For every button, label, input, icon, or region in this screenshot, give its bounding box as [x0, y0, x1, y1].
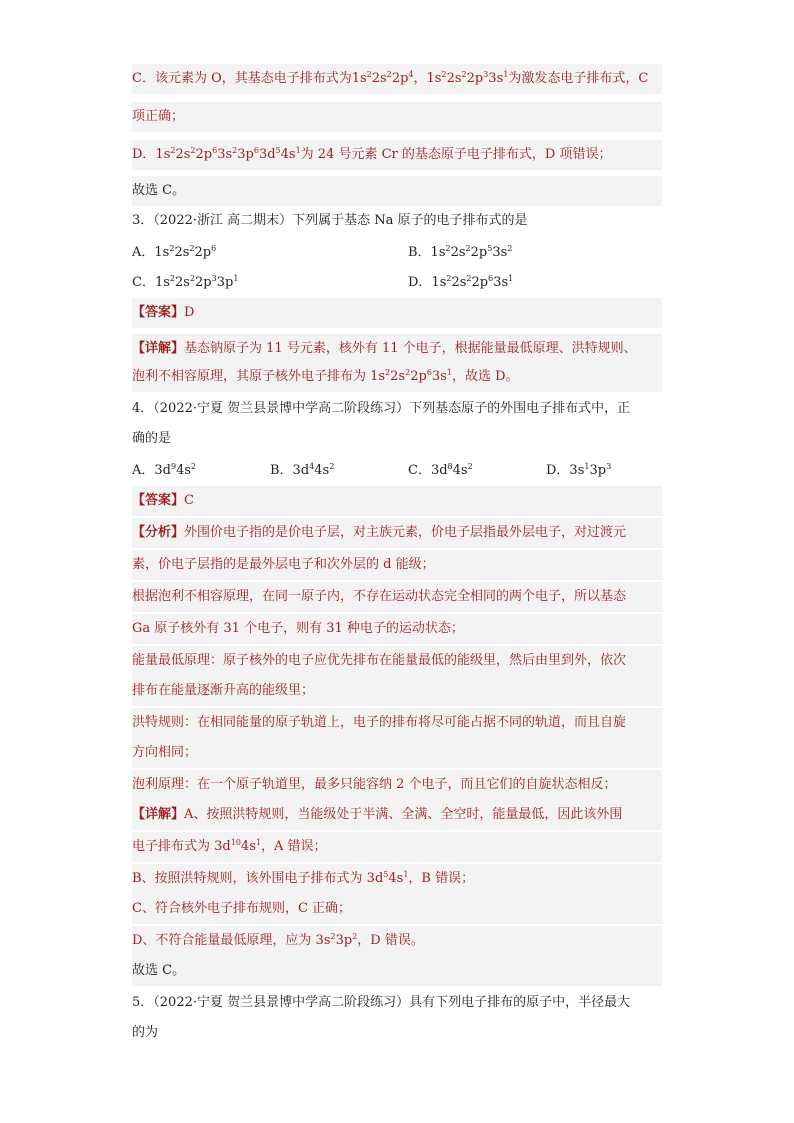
q3-option-d: D．$1s^22s^22p^63s^1$ [408, 274, 514, 290]
q3-answer: 【答案】D [132, 298, 662, 328]
q4-stem-line1: 4．（2022·宁夏 贺兰县景博中学高二阶段练习）下列基态原子的外围电子排布式中，正 [132, 401, 631, 416]
q5-stem-line2: 的为 [132, 1025, 159, 1040]
q4-analysis-line1: 【分析】外围价电子指的是价电子层，对主族元素，价电子层指最外层电子，对过渡元 [132, 518, 662, 548]
q4-option-c: C．$3d^84s^2$ [408, 462, 473, 478]
q4-detail-line3: B、按照洪特规则，该外围电子排布式为 $3d^54s^1$，B 错误； [132, 864, 662, 894]
q4-analysis-line5: 能量最低原理：原子核外的电子应优先排布在能量最低的能级里，然后由里到外，依次 [132, 646, 662, 676]
q2-final-answer: 故选 C。 [132, 176, 662, 206]
q4-options [132, 456, 662, 486]
q2-option-c-explanation-line2: 项正确； [132, 102, 662, 132]
q4-detail-line4: C、符合核外电子排布规则，C 正确； [132, 894, 662, 924]
q3-option-c: C．$1s^22s^22p^33p^1$ [132, 274, 239, 290]
q2-option-c-explanation-line1: C．该元素为 O，其基态电子排布式为$1s^22s^22p^4$，$1s^22s^22p^33s^1$为激发态电子排布式，C [132, 64, 662, 94]
q5-stem-line1: 5．（2022·宁夏 贺兰县景博中学高二阶段练习）具有下列电子排布的原子中，半径最大 [132, 995, 631, 1010]
q3-options-ab [132, 238, 662, 268]
q3-stem: 3．（2022·浙江 高二期末）下列属于基态 Na 原子的电子排布式的是 [132, 213, 528, 228]
q4-analysis-line2: 素，价电子层指的是最外层电子和次外层的 d 能级； [132, 550, 662, 580]
q4-analysis-line8: 方向相同； [132, 738, 662, 768]
q3-option-b: B．$1s^22s^22p^53s^2$ [408, 244, 513, 260]
q4-analysis-line6: 排布在能量逐渐升高的能级里； [132, 676, 662, 706]
q3-options-cd [132, 268, 662, 298]
q4-option-b: B．$3d^44s^2$ [270, 462, 335, 478]
q4-option-a: A．$3d^94s^2$ [132, 462, 197, 478]
q4-analysis-line3: 根据泡利不相容原理，在同一原子内，不存在运动状态完全相同的两个电子，所以基态 [132, 582, 662, 612]
q4-option-d: D．$3s^13p^3$ [546, 462, 612, 478]
q4-stem-line2: 确的是 [132, 431, 172, 446]
q3-detail-line2: 泡利不相容原理，其原子核外电子排布为 $1s^22s^22p^63s^1$，故选 D。 [132, 362, 662, 392]
q4-detail-line5: D、不符合能量最低原理，应为 $3s^23p^2$，D 错误。 [132, 926, 662, 956]
q4-final-answer: 故选 C。 [132, 956, 662, 986]
q4-analysis-line7: 洪特规则：在相同能量的原子轨道上，电子的排布将尽可能占据不同的轨道，而且自旋 [132, 708, 662, 738]
q4-analysis-line4: Ga 原子核外有 31 个电子，则有 31 种电子的运动状态； [132, 614, 662, 644]
q2-option-d-explanation: D．$1s^22s^22p^63s^23p^63d^54s^1$为 24 号元素 Cr 的基态原子电子排布式，D 项错误； [132, 140, 662, 170]
q3-detail-line1: 【详解】基态钠原子为 11 号元素，核外有 11 个电子，根据能量最低原理、洪特规则、 [132, 334, 662, 364]
q4-detail-line2: 电子排布式为 $3d^{10}4s^1$，A 错误； [132, 832, 662, 862]
q4-detail-line1: 【详解】A、按照洪特规则，当能级处于半满、全满、全空时，能量最低，因此该外围 [132, 800, 662, 830]
q3-option-a: A．$1s^22s^22p^6$ [132, 244, 217, 260]
q4-analysis-line9: 泡利原理：在一个原子轨道里，最多只能容纳 2 个电子，而且它们的自旋状态相反； [132, 770, 662, 800]
q4-answer: 【答案】C [132, 486, 662, 516]
